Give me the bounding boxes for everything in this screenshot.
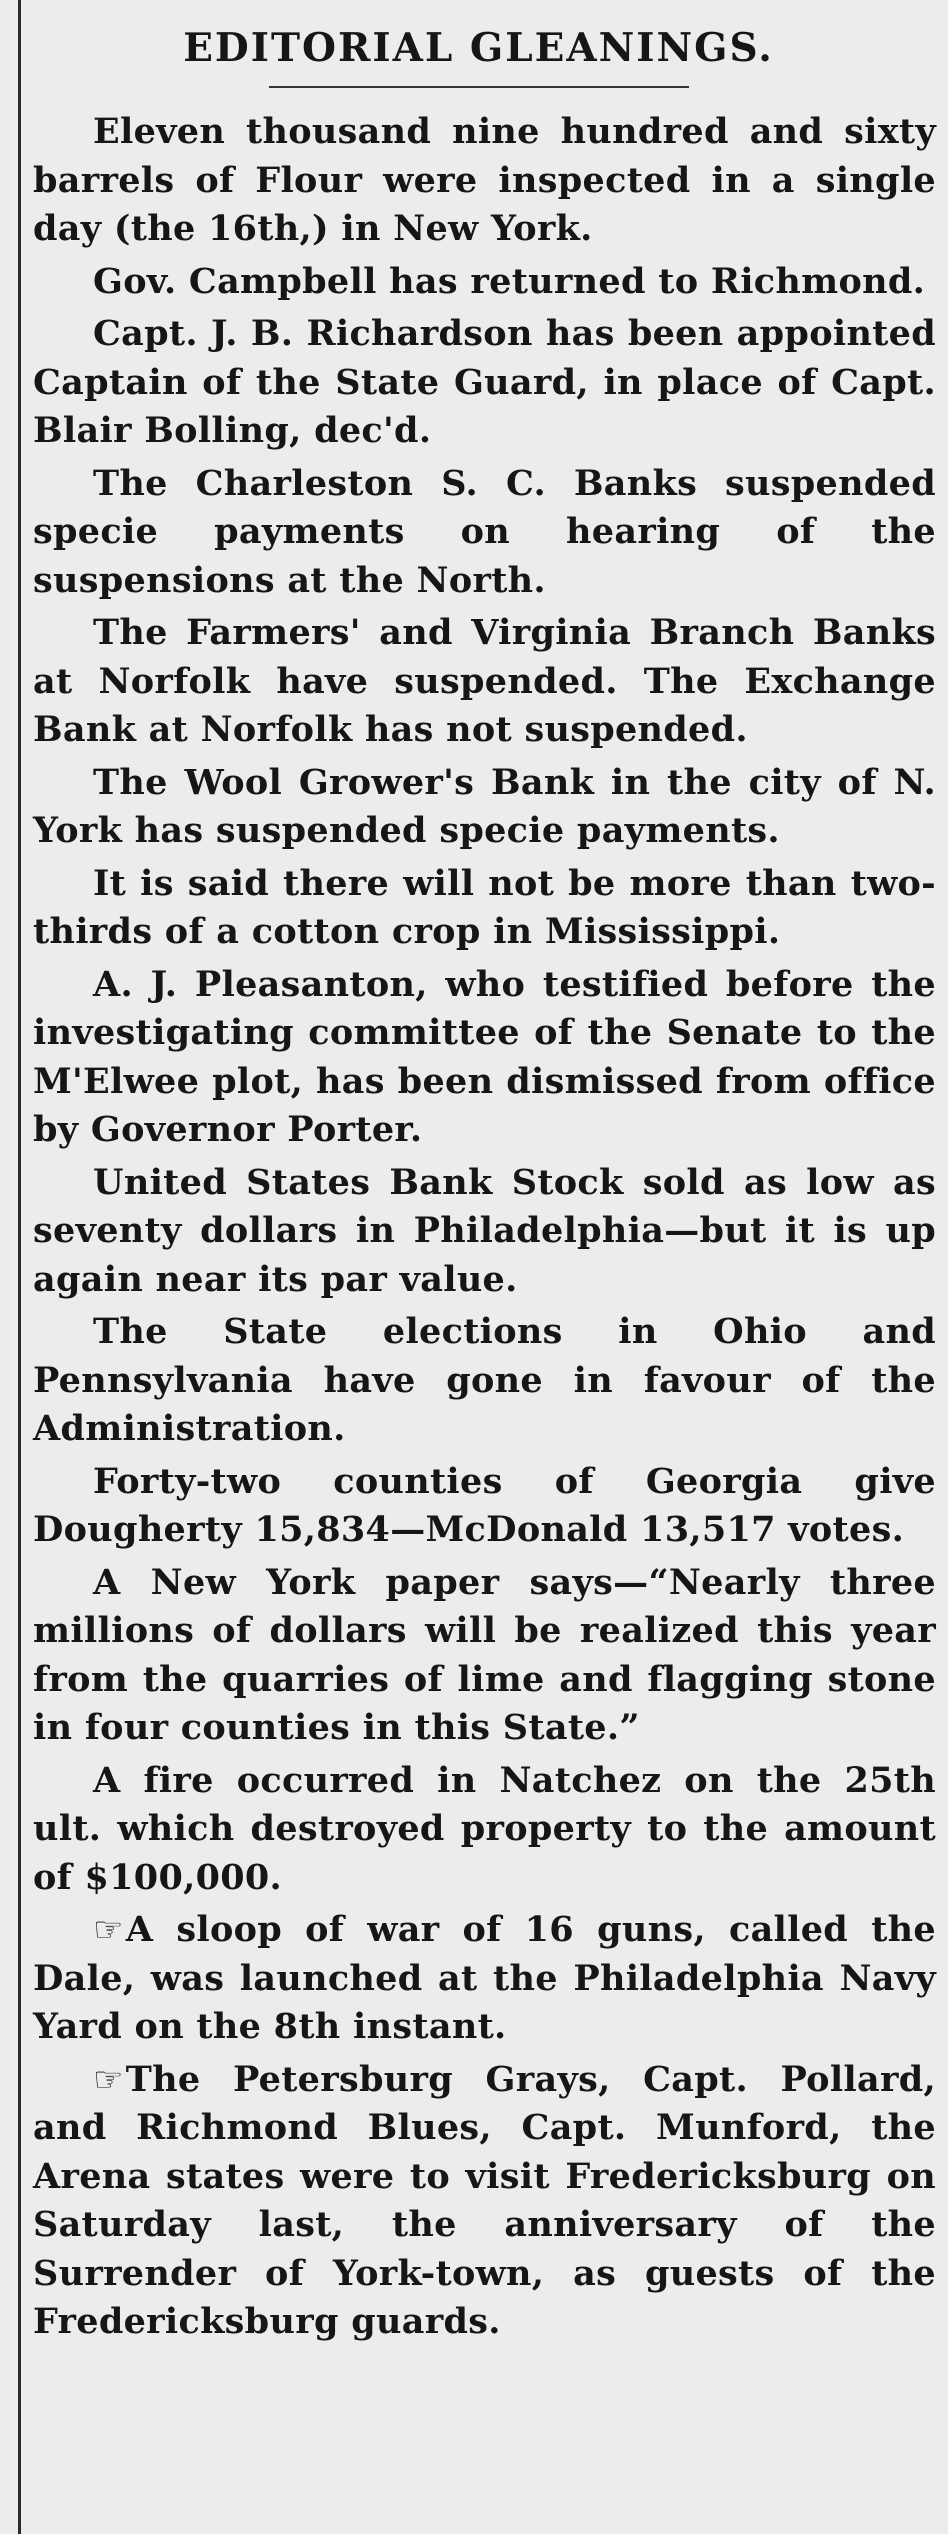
news-item: The Wool Grower's Bank in the city of N. York has suspended specie payments. [33,761,936,851]
newspaper-column [18,0,936,2534]
news-item: It is said there will not be more than two-thirds of a cotton crop in Mississippi. [33,862,936,952]
news-items-list [21,108,936,2347]
news-item: A New York paper says—“Nearly three millions of dollars will be realized this year from the quarries of lime and flagging stone in four counties in this State.” [33,1561,936,1748]
news-item: Forty-two counties of Georgia give Dougherty 15,834—McDonald 13,517 votes. [33,1460,936,1550]
news-item: The Farmers' and Virginia Branch Banks at Norfolk have suspended. The Exchange Bank at Norfolk has not suspended. [33,612,936,750]
news-item: A fire occurred in Natchez on the 25th ult. which destroyed property to the amount of $100,000. [33,1759,936,1898]
news-item: Capt. J. B. Richardson has been appointed Captain of the State Guard, in place of Capt. Blair Bolling, dec'd. [33,313,936,451]
news-item: Gov. Campbell has returned to Richmond. [93,260,926,302]
news-item: The State elections in Ohio and Pennsylvania have gone in favour of the Administration. [33,1311,936,1449]
news-item: United States Bank Stock sold as low as seventy dollars in Philadelphia—but it is up again near its par value. [33,1161,936,1300]
news-item: A. J. Pleasanton, who testified before the investigating committee of the Senate to the M'Elwee plot, has been dismissed from office by Governor Porter. [33,963,936,1150]
news-item: Eleven thousand nine hundred and sixty barrels of Flour were inspected in a single day (the 16th,) in New York. [33,111,936,249]
title-underline [269,86,689,88]
news-item: The Charleston S. C. Banks suspended specie payments on hearing of the suspensions at the North. [33,462,936,601]
news-item: ☞The Petersburg Grays, Capt. Pollard, and Richmond Blues, Capt. Munford, the Arena states were to visit Fredericksburg on Saturday last, the anniversary of the Surrender of York-town, as guests of the Fredericksburg guards. [33,2056,936,2347]
pointing-hand-icon: ☞ [93,1910,124,1950]
section-title: EDITORIAL GLEANINGS. [183,25,774,71]
news-item: ☞A sloop of war of 16 guns, called the Dale, was launched at the Philadelphia Navy Yard on the 8th instant. [33,1906,936,2052]
pointing-hand-icon: ☞ [93,2059,124,2100]
